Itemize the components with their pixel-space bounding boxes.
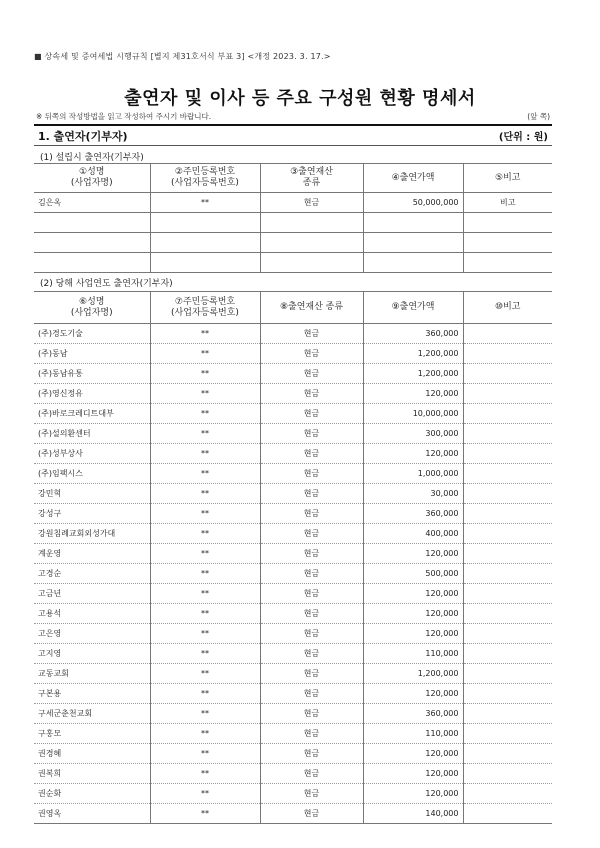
asset-type: 현금 <box>260 744 363 764</box>
table-row <box>34 684 552 704</box>
contribution-amount: 120,000 <box>363 684 463 704</box>
asset-type: 현금 <box>260 424 363 444</box>
remarks <box>463 644 552 664</box>
table-row <box>34 704 552 724</box>
contribution-amount: 110,000 <box>363 644 463 664</box>
table-row <box>34 664 552 684</box>
contribution-amount: 360,000 <box>363 504 463 524</box>
id-number: ** <box>150 644 260 664</box>
table-row <box>34 324 552 344</box>
page-side-label: (앞 쪽) <box>527 112 550 121</box>
id-number-header <box>150 164 260 193</box>
asset-type: 현금 <box>260 444 363 464</box>
id-number: ** <box>150 544 260 564</box>
id-number: ** <box>150 364 260 384</box>
id-number: ** <box>150 604 260 624</box>
table-row <box>34 233 552 253</box>
contributor-name: 권영옥 <box>34 804 150 824</box>
header-sublabel: (사업자등록번호) <box>171 178 239 188</box>
remarks <box>463 724 552 744</box>
contributor-name: 구홍모 <box>34 724 150 744</box>
remarks <box>463 233 552 253</box>
table-row <box>34 384 552 404</box>
remarks <box>463 664 552 684</box>
remarks <box>463 764 552 784</box>
asset-type: 현금 <box>260 344 363 364</box>
contribution-amount: 120,000 <box>363 584 463 604</box>
contributor-name: 구세군춘천교회 <box>34 704 150 724</box>
id-number: ** <box>150 193 260 213</box>
header-label: ⑦주민등록번호 <box>174 296 236 307</box>
contribution-amount <box>363 233 463 253</box>
contribution-amount: 30,000 <box>363 484 463 504</box>
document-title: 출연자 및 이사 등 주요 구성원 현황 명세서 <box>124 88 476 109</box>
remarks <box>463 584 552 604</box>
contributor-name: (주)경도기술 <box>34 324 150 344</box>
remarks: 비고 <box>463 193 552 213</box>
id-number: ** <box>150 464 260 484</box>
id-number: ** <box>150 484 260 504</box>
contribution-amount: 360,000 <box>363 704 463 724</box>
contributor-name: 계운영 <box>34 544 150 564</box>
header-label: ③출연재산 <box>290 167 333 177</box>
header-label: ⑤비고 <box>495 172 521 183</box>
asset-type: 현금 <box>260 404 363 424</box>
part2-title: (2) 당해 사업연도 출연자(기부자) <box>40 279 173 289</box>
table-row <box>34 464 552 484</box>
contribution-amount: 110,000 <box>363 724 463 744</box>
current-year-contributors-table <box>34 291 552 824</box>
table-row <box>34 364 552 384</box>
remarks <box>463 344 552 364</box>
header-label: ②주민등록번호 <box>174 167 236 177</box>
contributor-name: 교동교회 <box>34 664 150 684</box>
contributor-name: (주)설의환센터 <box>34 424 150 444</box>
contribution-amount <box>363 253 463 273</box>
contributor-name: (주)영신정유 <box>34 384 150 404</box>
id-number: ** <box>150 744 260 764</box>
contributor-name: (주)성부상사 <box>34 444 150 464</box>
contribution-amount: 120,000 <box>363 444 463 464</box>
form-reference: ■ 상속세 및 증여세법 시행규칙 [별지 제31호서식 부표 3] <개정 2023. 3. 17.> <box>34 52 331 61</box>
id-number <box>150 233 260 253</box>
header-sublabel: (사업자명) <box>70 307 113 318</box>
remarks <box>463 784 552 804</box>
asset-type-header <box>260 164 363 193</box>
id-number: ** <box>150 724 260 744</box>
id-number: ** <box>150 384 260 404</box>
table-row <box>34 644 552 664</box>
asset-type: 현금 <box>260 804 363 824</box>
contribution-amount: 360,000 <box>363 324 463 344</box>
asset-type: 현금 <box>260 524 363 544</box>
id-number: ** <box>150 504 260 524</box>
contributor-name: 권순화 <box>34 784 150 804</box>
asset-type: 현금 <box>260 484 363 504</box>
contribution-amount <box>363 213 463 233</box>
contributor-name: 구본용 <box>34 684 150 704</box>
contributor-name: 고지영 <box>34 644 150 664</box>
section-title: 1. 출연자(기부자) <box>38 130 128 143</box>
id-number-header <box>150 292 260 324</box>
contribution-amount: 300,000 <box>363 424 463 444</box>
top-rule <box>34 124 552 126</box>
asset-type: 현금 <box>260 544 363 564</box>
table-row <box>34 444 552 464</box>
contribution-amount: 120,000 <box>363 624 463 644</box>
contribution-amount: 10,000,000 <box>363 404 463 424</box>
asset-type: 현금 <box>260 624 363 644</box>
contributor-name: 강원침례교회외성가대 <box>34 524 150 544</box>
contribution-amount: 120,000 <box>363 744 463 764</box>
contributor-name: 강성구 <box>34 504 150 524</box>
remarks <box>463 484 552 504</box>
contributor-name: 김은옥 <box>34 193 150 213</box>
remarks <box>463 624 552 644</box>
contributor-name: 강민혁 <box>34 484 150 504</box>
asset-type: 현금 <box>260 704 363 724</box>
table-row <box>34 764 552 784</box>
contributor-name: (주)임팩시스 <box>34 464 150 484</box>
contribution-amount: 120,000 <box>363 544 463 564</box>
contributor-name: 고은영 <box>34 624 150 644</box>
id-number: ** <box>150 704 260 724</box>
id-number: ** <box>150 344 260 364</box>
id-number: ** <box>150 424 260 444</box>
asset-type: 현금 <box>260 564 363 584</box>
contributor-name: 권복희 <box>34 764 150 784</box>
contribution-amount: 120,000 <box>363 384 463 404</box>
remarks <box>463 444 552 464</box>
table-row <box>34 404 552 424</box>
asset-type: 현금 <box>260 193 363 213</box>
id-number: ** <box>150 664 260 684</box>
remarks <box>463 684 552 704</box>
contributor-name: 권경혜 <box>34 744 150 764</box>
remarks <box>463 564 552 584</box>
name-header <box>34 292 150 324</box>
id-number: ** <box>150 584 260 604</box>
table-header-row <box>34 164 552 193</box>
table-row <box>34 804 552 824</box>
header-sublabel: (사업자등록번호) <box>171 307 239 318</box>
id-number: ** <box>150 444 260 464</box>
id-number: ** <box>150 324 260 344</box>
remarks <box>463 464 552 484</box>
asset-type <box>260 253 363 273</box>
asset-type: 현금 <box>260 584 363 604</box>
id-number: ** <box>150 784 260 804</box>
table-row <box>34 584 552 604</box>
table-row <box>34 504 552 524</box>
table-row <box>34 484 552 504</box>
id-number: ** <box>150 564 260 584</box>
remarks-header <box>463 164 552 193</box>
contribution-amount: 120,000 <box>363 784 463 804</box>
remarks-header <box>463 292 552 324</box>
founding-contributors-table <box>34 163 552 273</box>
remarks <box>463 604 552 624</box>
contribution-amount: 120,000 <box>363 764 463 784</box>
remarks <box>463 384 552 404</box>
section-rule <box>34 145 552 146</box>
header-label: ⑨출연가액 <box>391 302 435 312</box>
instruction-note: ※ 뒤쪽의 작성방법을 읽고 작성하여 주시기 바랍니다. <box>36 112 212 121</box>
asset-type <box>260 233 363 253</box>
name-header <box>34 164 150 193</box>
id-number: ** <box>150 624 260 644</box>
remarks <box>463 704 552 724</box>
id-number: ** <box>150 764 260 784</box>
asset-type: 현금 <box>260 504 363 524</box>
id-number <box>150 213 260 233</box>
asset-type <box>260 213 363 233</box>
contribution-amount: 1,200,000 <box>363 364 463 384</box>
contribution-amount: 1,200,000 <box>363 344 463 364</box>
table-row <box>34 544 552 564</box>
id-number: ** <box>150 684 260 704</box>
asset-type: 현금 <box>260 684 363 704</box>
asset-type: 현금 <box>260 604 363 624</box>
remarks <box>463 524 552 544</box>
header-label: ⑧출연재산 종류 <box>279 302 344 312</box>
table-row <box>34 253 552 273</box>
contributor-name: 고경순 <box>34 564 150 584</box>
contributor-name <box>34 233 150 253</box>
header-label: ①성명 <box>79 167 105 177</box>
contributor-name <box>34 253 150 273</box>
amount-header <box>363 292 463 324</box>
table-row <box>34 193 552 213</box>
remarks <box>463 324 552 344</box>
table-header-row <box>34 292 552 324</box>
header-label: ⑥성명 <box>79 296 105 307</box>
asset-type: 현금 <box>260 764 363 784</box>
table-row <box>34 604 552 624</box>
asset-type: 현금 <box>260 464 363 484</box>
remarks <box>463 364 552 384</box>
remarks <box>463 404 552 424</box>
id-number: ** <box>150 804 260 824</box>
table-row <box>34 344 552 364</box>
table-row <box>34 524 552 544</box>
contributor-name: (주)동남유통 <box>34 364 150 384</box>
asset-type-header <box>260 292 363 324</box>
contribution-amount: 400,000 <box>363 524 463 544</box>
header-label: ④출연가액 <box>391 172 435 183</box>
remarks <box>463 804 552 824</box>
id-number <box>150 253 260 273</box>
remarks <box>463 253 552 273</box>
asset-type: 현금 <box>260 384 363 404</box>
contribution-amount: 1,000,000 <box>363 464 463 484</box>
table-row <box>34 213 552 233</box>
asset-type: 현금 <box>260 364 363 384</box>
contributor-name: (주)동남 <box>34 344 150 364</box>
table-row <box>34 564 552 584</box>
remarks <box>463 424 552 444</box>
asset-type: 현금 <box>260 644 363 664</box>
remarks <box>463 504 552 524</box>
asset-type: 현금 <box>260 324 363 344</box>
table-row <box>34 784 552 804</box>
unit-label: (단위 : 원) <box>498 132 548 143</box>
header-sublabel: 종류 <box>302 178 321 188</box>
table-row <box>34 424 552 444</box>
id-number: ** <box>150 524 260 544</box>
contribution-amount: 50,000,000 <box>363 193 463 213</box>
table-row <box>34 744 552 764</box>
asset-type: 현금 <box>260 784 363 804</box>
remarks <box>463 744 552 764</box>
header-sublabel: (사업자명) <box>70 178 113 188</box>
contribution-amount: 1,200,000 <box>363 664 463 684</box>
remarks <box>463 213 552 233</box>
contributor-name: 고용석 <box>34 604 150 624</box>
contribution-amount: 500,000 <box>363 564 463 584</box>
id-number: ** <box>150 404 260 424</box>
asset-type: 현금 <box>260 724 363 744</box>
contributor-name: (주)바로크레디트대부 <box>34 404 150 424</box>
remarks <box>463 544 552 564</box>
contribution-amount: 120,000 <box>363 604 463 624</box>
contributor-name <box>34 213 150 233</box>
part1-title: (1) 설립시 출연자(기부자) <box>40 153 144 163</box>
contribution-amount: 140,000 <box>363 804 463 824</box>
contributor-name: 고금년 <box>34 584 150 604</box>
table-row <box>34 724 552 744</box>
table-row <box>34 624 552 644</box>
header-label: ⑩비고 <box>495 302 521 312</box>
asset-type: 현금 <box>260 664 363 684</box>
amount-header <box>363 164 463 193</box>
